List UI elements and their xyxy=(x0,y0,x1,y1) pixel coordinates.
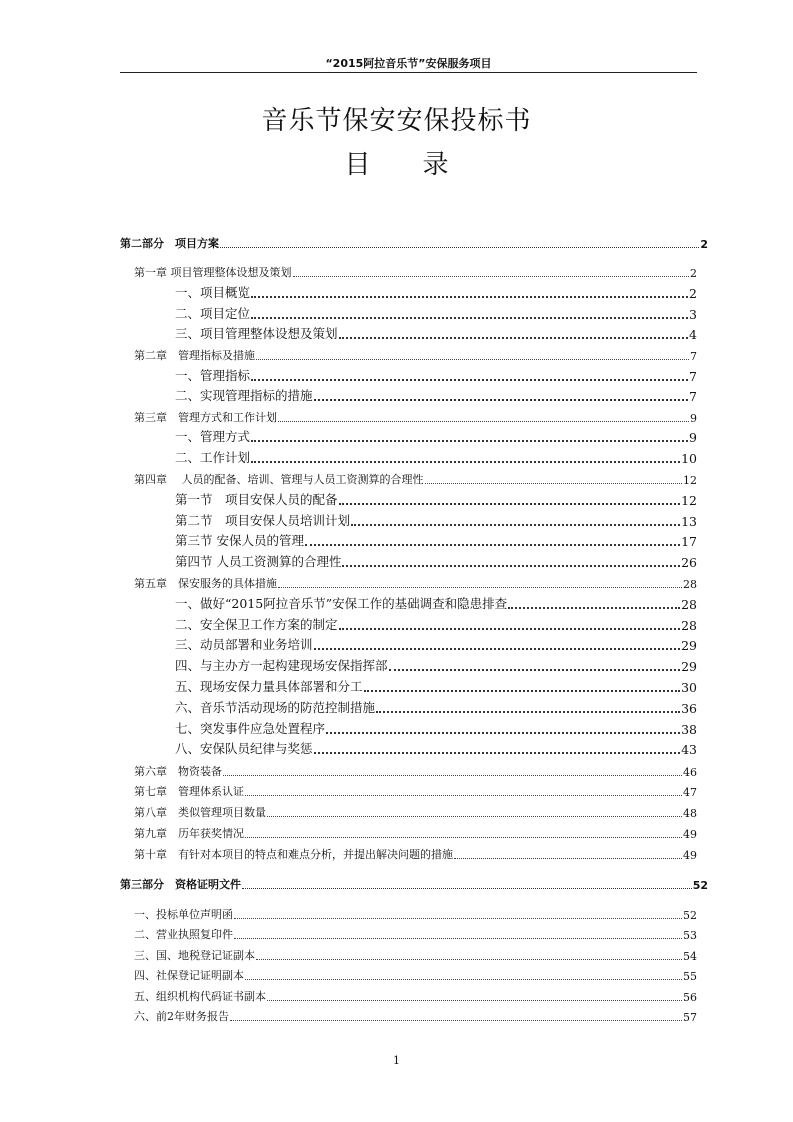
dot-leader xyxy=(314,648,681,650)
toc-entry-label: 第三部分 资格证明文件 xyxy=(120,878,241,891)
dot-leader xyxy=(230,1020,682,1021)
toc-section-entry[interactable] xyxy=(175,633,697,653)
dot-leader xyxy=(251,296,688,298)
toc-entry-page: 30 xyxy=(681,680,697,695)
toc-section-entry[interactable] xyxy=(175,425,697,445)
dot-leader xyxy=(376,711,680,713)
toc-entry-label: 二、实现管理指标的措施 xyxy=(175,388,313,403)
dot-leader xyxy=(339,628,681,630)
dot-leader xyxy=(314,399,689,401)
dot-leader xyxy=(342,565,680,567)
toc-entry-page: 2 xyxy=(689,286,697,301)
toc-entry-label: 四、社保登记证明副本 xyxy=(134,969,244,982)
toc-section-entry[interactable] xyxy=(175,364,697,384)
toc-entry-page: 28 xyxy=(683,578,697,591)
dot-leader xyxy=(256,359,689,360)
toc-chapter-entry[interactable] xyxy=(134,260,697,280)
dot-leader xyxy=(508,607,680,609)
toc-entry-page: 28 xyxy=(681,597,697,612)
toc-entry-label: 一、项目概览 xyxy=(175,285,251,300)
dot-leader xyxy=(220,247,699,248)
toc-entry-label: 第三章 管理方式和工作计划 xyxy=(134,411,277,424)
toc-chapter-entry[interactable] xyxy=(134,902,697,922)
toc-section-entry[interactable] xyxy=(175,696,697,716)
toc-entry-page: 4 xyxy=(689,327,697,342)
toc-section-entry[interactable] xyxy=(175,281,697,301)
toc-entry-label: 第一节 项目安保人员的配备 xyxy=(175,492,338,507)
toc-entry-page: 26 xyxy=(681,555,697,570)
toc-entry-page: 9 xyxy=(690,412,697,425)
toc-entry-page: 2 xyxy=(690,267,697,280)
toc-entry-label: 六、音乐节活动现场的防范控制措施 xyxy=(175,700,376,715)
toc-entry-label: 三、项目管理整体设想及策划 xyxy=(175,326,338,341)
toc-section-entry[interactable] xyxy=(175,550,697,570)
toc-entry-label: 二、营业执照复印件 xyxy=(134,928,233,941)
toc-entry-label: 四、与主办方一起构建现场安保指挥部 xyxy=(175,658,388,673)
dot-leader xyxy=(293,276,690,277)
dot-leader xyxy=(454,858,682,859)
toc-entry-page: 10 xyxy=(681,451,697,466)
dot-leader xyxy=(267,1000,682,1001)
toc-entry-page: 52 xyxy=(692,879,708,892)
toc-section-entry[interactable] xyxy=(175,717,697,737)
toc-entry-label: 二、项目定位 xyxy=(175,306,251,321)
toc-entry-page: 49 xyxy=(683,828,697,841)
toc-section-entry[interactable] xyxy=(175,613,697,633)
toc-entry-label: 第九章 历年获奖情况 xyxy=(134,827,244,840)
toc-entry-page: 7 xyxy=(689,369,697,384)
toc-chapter-entry[interactable] xyxy=(134,922,697,942)
toc-section-entry[interactable] xyxy=(175,322,697,342)
toc-entry-page: 13 xyxy=(681,514,697,529)
toc-entry-label: 第二节 项目安保人员培训计划 xyxy=(175,513,351,528)
toc-entry-page: 48 xyxy=(683,807,697,820)
toc-entry-page: 12 xyxy=(683,474,697,487)
toc-entry-label: 第二部分 项目方案 xyxy=(120,237,219,250)
dot-leader xyxy=(351,524,680,526)
toc-entry-label: 二、安全保卫工作方案的制定 xyxy=(175,617,338,632)
toc-chapter-entry[interactable] xyxy=(134,571,697,591)
toc-section-entry[interactable] xyxy=(175,446,697,466)
toc-entry-page: 12 xyxy=(681,493,697,508)
toc-entry-label: 五、组织机构代码证书副本 xyxy=(134,990,266,1003)
toc-chapter-entry[interactable] xyxy=(134,779,697,799)
dot-leader xyxy=(326,732,680,734)
dot-leader xyxy=(425,483,683,484)
toc-entry-label: 第八章 类似管理项目数量 xyxy=(134,806,266,819)
toc-part-entry[interactable] xyxy=(120,872,708,892)
toc-entry-label: 八、安保队员纪律与奖惩 xyxy=(175,741,313,756)
dot-leader xyxy=(278,587,682,588)
dot-leader xyxy=(389,669,681,671)
toc-entry-page: 38 xyxy=(681,722,697,737)
toc-entry-page: 52 xyxy=(683,909,697,922)
toc-entry-label: 第二章 管理指标及措施 xyxy=(134,349,255,362)
toc-entry-page: 7 xyxy=(689,389,697,404)
header-rule xyxy=(120,72,697,73)
toc-chapter-entry[interactable] xyxy=(134,842,697,862)
toc-entry-label: 七、突发事件应急处置程序 xyxy=(175,721,326,736)
toc-entry-label: 第三节 安保人员的管理 xyxy=(175,533,304,548)
toc-entry-label: 第六章 物资装备 xyxy=(134,765,222,778)
toc-entry-label: 第一章 项目管理整体设想及策划 xyxy=(134,266,292,279)
toc-entry-label: 第五章 保安服务的具体措施 xyxy=(134,577,277,590)
toc-entry-page: 29 xyxy=(681,659,697,674)
dot-leader xyxy=(278,421,689,422)
toc-chapter-entry[interactable] xyxy=(134,759,697,779)
toc-chapter-entry[interactable] xyxy=(134,800,697,820)
dot-leader xyxy=(245,837,682,838)
toc-entry-page: 49 xyxy=(683,849,697,862)
dot-leader xyxy=(245,979,682,980)
toc-entry-page: 17 xyxy=(681,534,697,549)
toc-chapter-entry[interactable] xyxy=(134,943,697,963)
running-header: “2015阿拉音乐节”安保服务项目 xyxy=(325,57,492,70)
toc-entry-page: 3 xyxy=(689,307,697,322)
toc-entry-page: 54 xyxy=(683,950,697,963)
toc-entry-label: 一、管理方式 xyxy=(175,429,251,444)
toc-entry-page: 55 xyxy=(683,970,697,983)
toc-entry-label: 第四章 人员的配备、培训、管理与人员工资测算的合理性 xyxy=(134,473,424,486)
toc-chapter-entry[interactable] xyxy=(134,821,697,841)
toc-entry-page: 46 xyxy=(683,766,697,779)
dot-leader xyxy=(364,690,681,692)
toc-entry-page: 36 xyxy=(681,701,697,716)
toc-entry-label: 五、现场安保力量具体部署和分工 xyxy=(175,679,363,694)
toc-entry-page: 2 xyxy=(700,238,708,251)
toc-section-entry[interactable] xyxy=(175,302,697,322)
toc-entry-label: 一、管理指标 xyxy=(175,368,251,383)
dot-leader xyxy=(251,317,688,319)
dot-leader xyxy=(223,775,682,776)
toc-section-entry[interactable] xyxy=(175,509,697,529)
toc-entry-page: 53 xyxy=(683,929,697,942)
dot-leader xyxy=(339,337,689,339)
dot-leader xyxy=(251,379,688,381)
toc-entry-label: 二、工作计划 xyxy=(175,450,251,465)
toc-entry-label: 六、前2年财务报告 xyxy=(134,1010,229,1023)
toc-entry-label: 一、做好“2015阿拉音乐节”安保工作的基础调查和隐患排查 xyxy=(175,596,508,611)
toc-entry-page: 28 xyxy=(681,618,697,633)
toc-entry-label: 第七章 管理体系认证 xyxy=(134,785,244,798)
toc-chapter-entry[interactable] xyxy=(134,343,697,363)
toc-chapter-entry[interactable] xyxy=(134,963,697,983)
toc-entry-label: 第四节 人员工资测算的合理性 xyxy=(175,554,342,569)
toc-section-entry[interactable] xyxy=(175,737,697,757)
toc-section-entry[interactable] xyxy=(175,675,697,695)
page-number: 1 xyxy=(393,1054,400,1067)
toc-heading: 目录 xyxy=(344,150,501,180)
toc-entry-page: 43 xyxy=(681,742,697,757)
dot-leader xyxy=(305,544,680,546)
toc-chapter-entry[interactable] xyxy=(134,405,697,425)
dot-leader xyxy=(251,440,688,442)
toc-section-entry[interactable] xyxy=(175,592,697,612)
toc-chapter-entry[interactable] xyxy=(134,467,697,487)
dot-leader xyxy=(251,461,680,463)
toc-entry-label: 三、动员部署和业务培训 xyxy=(175,637,313,652)
dot-leader xyxy=(234,938,682,939)
dot-leader xyxy=(256,959,682,960)
toc-section-entry[interactable] xyxy=(175,529,697,549)
toc-section-entry[interactable] xyxy=(175,654,697,674)
toc-entry-page: 57 xyxy=(683,1011,697,1024)
dot-leader xyxy=(234,918,682,919)
toc-entry-page: 47 xyxy=(683,786,697,799)
dot-leader xyxy=(314,752,681,754)
toc-entry-page: 29 xyxy=(681,638,697,653)
toc-part-entry[interactable] xyxy=(120,231,708,251)
toc-entry-label: 一、投标单位声明函 xyxy=(134,908,233,921)
toc-entry-page: 56 xyxy=(683,991,697,1004)
toc-entry-label: 三、国、地税登记证副本 xyxy=(134,949,255,962)
toc-section-entry[interactable] xyxy=(175,488,697,508)
toc-entry-label: 第十章 有针对本项目的特点和难点分析，并提出解决问题的措施 xyxy=(134,848,453,861)
dot-leader xyxy=(245,795,682,796)
document-title: 音乐节保安安保投标书 xyxy=(261,106,532,136)
dot-leader xyxy=(339,503,681,505)
dot-leader xyxy=(267,816,682,817)
toc-chapter-entry[interactable] xyxy=(134,984,697,1004)
toc-chapter-entry[interactable] xyxy=(134,1004,697,1024)
toc-entry-page: 9 xyxy=(689,430,697,445)
toc-entry-page: 7 xyxy=(690,350,697,363)
toc-section-entry[interactable] xyxy=(175,384,697,404)
dot-leader xyxy=(242,888,692,889)
